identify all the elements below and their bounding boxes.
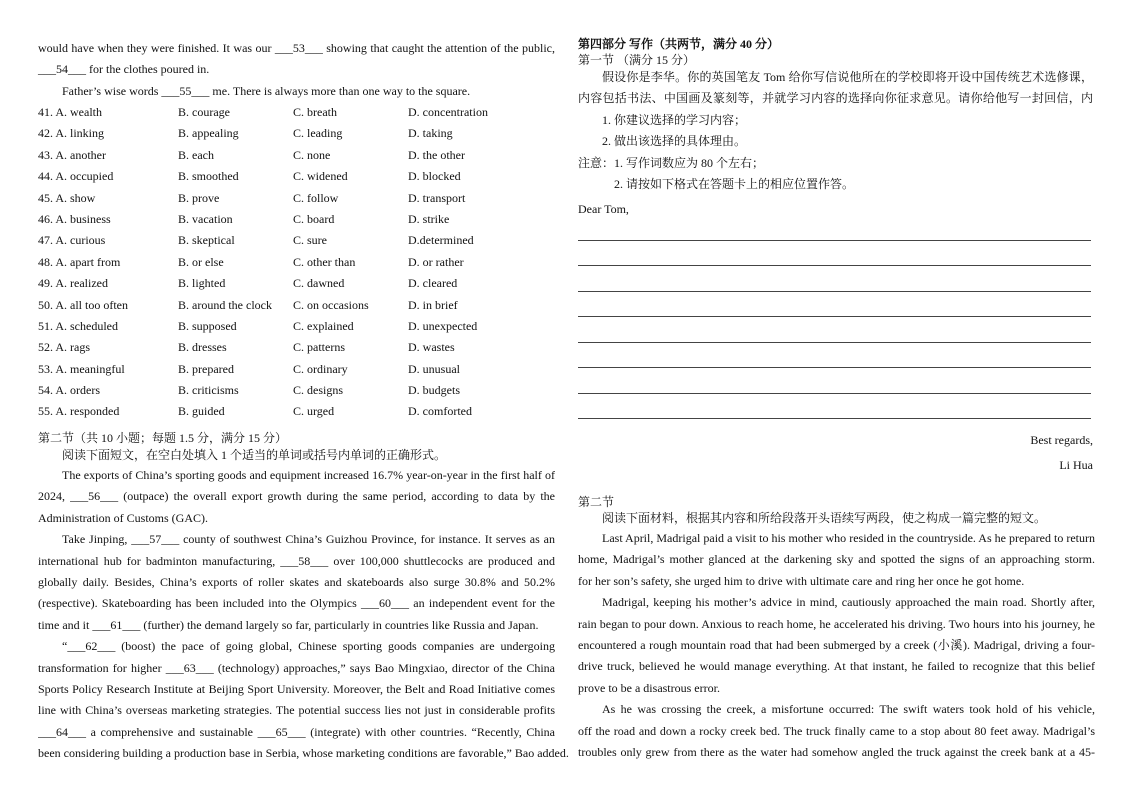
text-line: 2. 请按如下格式在答题卡上的相应位置作答。	[578, 176, 855, 191]
story-passage	[578, 528, 1095, 763]
option-a: 52. A. rags	[38, 340, 90, 355]
text-line: line with China’s overseas marketing strategies. The potential success lies not just in considerable profits	[38, 703, 555, 718]
option-a: 47. A. curious	[38, 233, 106, 248]
option-d: D. comforted	[408, 404, 472, 419]
option-row	[38, 316, 555, 337]
option-b: B. prove	[178, 190, 220, 205]
text-line: would have when they were finished. It was our ___53___ showing that caught the attention of the public,	[38, 41, 555, 55]
options-table	[38, 102, 555, 423]
option-a: 53. A. meaningful	[38, 361, 125, 376]
option-a: 42. A. linking	[38, 126, 105, 141]
option-c: C. ordinary	[293, 361, 348, 376]
text-line: ___54___ for the clothes poured in.	[38, 62, 210, 77]
option-d: D. taking	[408, 126, 453, 141]
answer-line[interactable]	[578, 368, 1091, 394]
option-d: D. transport	[408, 190, 466, 205]
option-c: C. explained	[293, 318, 354, 333]
text-line: 2. 做出该选择的具体理由。	[602, 134, 747, 149]
text-line: drive truck, believed he would manage everything. At that instant, he failed to recognize that this belief	[578, 659, 1095, 674]
answer-line[interactable]	[578, 317, 1091, 343]
option-c: C. other than	[293, 254, 356, 269]
option-c: C. sure	[293, 233, 327, 248]
text-line: “___62___ (boost) the pace of going global, Chinese sporting goods companies are undergoing	[62, 639, 555, 654]
part4-heading: 第四部分 写作（共两节，满分 40 分）	[578, 37, 780, 51]
text-line: Madrigal, keeping his mother’s advice in mind, cautiously approached the main road. Shortly after,	[602, 595, 1095, 610]
text-line: for her son’s safety, she urged him to drive with ultimate care and ring her once he got home.	[578, 573, 1025, 588]
text-line: 注意：1. 写作词数应为 80 个左右；	[578, 155, 765, 170]
option-d: D. unusual	[408, 361, 460, 376]
option-row	[38, 188, 555, 209]
option-a: 46. A. business	[38, 211, 111, 226]
answer-line[interactable]	[578, 266, 1091, 292]
option-a: 48. A. apart from	[38, 254, 121, 269]
option-c: C. on occasions	[293, 297, 369, 312]
option-b: B. dresses	[178, 340, 227, 355]
text-line: transformation for higher ___63___ (technology) approaches,” says Bao Mingxiao, director of the China	[38, 660, 555, 675]
section2-heading: 第二节（共 10 小题；每题 1.5 分，满分 15 分）	[38, 431, 288, 445]
closing: Best regards,	[1030, 433, 1093, 447]
option-d: D. wastes	[408, 340, 455, 355]
option-row	[38, 295, 555, 316]
text-line: As he was crossing the creek, a misfortune occurred: The swift waters took hold of his vehicle,	[602, 702, 1095, 717]
section1-heading: 第一节 （满分 15 分）	[578, 53, 696, 67]
text-line: home, Madrigal’s mother glanced at the darkening sky and spotted the signs of an approaching storm.	[578, 552, 1095, 567]
option-b: B. prepared	[178, 361, 234, 376]
option-c: C. dawned	[293, 276, 345, 291]
option-b: B. guided	[178, 404, 225, 419]
option-row	[38, 380, 555, 401]
option-d: D. blocked	[408, 169, 461, 184]
writing-prompt	[578, 67, 1093, 195]
option-b: B. lighted	[178, 276, 226, 291]
text-line: international hub for badminton manufacturing, ___58___ over 100,000 shuttlecocks are produced and	[38, 553, 555, 568]
option-b: B. each	[178, 147, 214, 162]
option-row	[38, 359, 555, 380]
answer-line[interactable]	[578, 343, 1091, 369]
option-row	[38, 401, 555, 422]
option-d: D. the other	[408, 147, 465, 162]
option-b: B. criticisms	[178, 383, 239, 398]
text-line: Sports Policy Research Institute at Beijing Sport University. Moreover, the Belt and Road Initiative comes	[38, 681, 555, 696]
text-line: off the road and down a rocky creek bed. The truck finally came to a stop about 80 feet away. Madrigal’s	[578, 723, 1095, 738]
option-c: C. widened	[293, 169, 348, 184]
option-c: C. none	[293, 147, 331, 162]
text-line: 假设你是李华。你的英国笔友 Tom 给你写信说他所在的学校即将开设中国传统艺术选修课，	[602, 70, 1093, 84]
option-c: C. board	[293, 211, 335, 226]
option-a: 55. A. responded	[38, 404, 120, 419]
text-line: 1. 你建议选择的学习内容；	[602, 112, 747, 127]
option-row	[38, 123, 555, 144]
option-d: D. in brief	[408, 297, 458, 312]
option-row	[38, 337, 555, 358]
option-a: 50. A. all too often	[38, 297, 128, 312]
text-line: 2024, ___56___ (outpace) the overall export growth during the same period, according to data by the	[38, 489, 555, 504]
text-line: Last April, Madrigal paid a visit to his mother who resided in the countryside. As he prepared to return	[602, 531, 1095, 545]
option-c: C. leading	[293, 126, 343, 141]
signature: Li Hua	[1059, 458, 1093, 472]
option-a: 45. A. show	[38, 190, 96, 205]
option-b: B. skeptical	[178, 233, 235, 248]
option-d: D. cleared	[408, 276, 458, 291]
option-c: C. designs	[293, 383, 344, 398]
text-line: Administration of Customs (GAC).	[38, 510, 208, 525]
text-line: Father’s wise words ___55___ me. There is always more than one way to the square.	[62, 83, 471, 98]
option-b: B. courage	[178, 105, 230, 119]
option-b: B. around the clock	[178, 297, 272, 312]
text-line: rain began to pour down. Anxious to reach home, he accelerated his driving. Two hours into his journey, he	[578, 616, 1095, 631]
answer-line[interactable]	[578, 292, 1091, 318]
option-d: D. budgets	[408, 383, 460, 398]
text-line: (respective). Skateboarding has been included into the Olympics ___60___ an independent event for the	[38, 596, 555, 611]
text-line: been considering building a production base in Serbia, whose marketing conditions are favorable,” Bao added.	[38, 746, 569, 761]
text-line: globally daily. Besides, China’s exports of roller skates and skateboards also surge 30.8% and 50.2%	[38, 574, 555, 589]
text-line: encountered a rough mountain road that had been submerged by a creek (小溪). Madrigal, driving a four-	[578, 637, 1095, 652]
option-b: B. appealing	[178, 126, 239, 141]
option-row	[38, 102, 555, 123]
section2-instruction: 阅读下面短文，在空白处填入 1 个适当的单词或括号内单词的正确形式。	[62, 448, 447, 462]
option-b: B. supposed	[178, 318, 237, 333]
answer-line[interactable]	[578, 215, 1091, 241]
option-a: 49. A. realized	[38, 276, 108, 291]
text-line: 内容包括书法、中国画及篆刻等，并就学习内容的选择向你征求意见。请你给他写一封回信，内	[578, 91, 1093, 106]
option-d: D.determined	[408, 233, 474, 248]
option-a: 41. A. wealth	[38, 105, 102, 119]
option-d: D. concentration	[408, 105, 488, 119]
option-d: D. strike	[408, 211, 450, 226]
answer-lines[interactable]	[578, 215, 1091, 419]
option-c: C. follow	[293, 190, 339, 205]
section2-heading-right: 第二节	[578, 495, 615, 509]
text-line: troubles only grew from there as the water had somehow angled the truck against the creek bank at a 45-	[578, 744, 1095, 759]
text-line: prove to be a disastrous error.	[578, 680, 720, 695]
text-line: time and it ___61___ (further) the demand largely so far, particularly in countries like Russia and Japan.	[38, 617, 539, 632]
grammar-passage	[38, 465, 569, 764]
text-line: ___64___ a comprehensive and sustainable ___65___ (integrate) with other countries. “Recently, China	[38, 724, 555, 739]
option-row	[38, 166, 555, 187]
option-a: 51. A. scheduled	[38, 318, 118, 333]
option-a: 43. A. another	[38, 147, 106, 162]
option-c: C. urged	[293, 404, 335, 419]
option-d: D. unexpected	[408, 318, 478, 333]
left-intro	[38, 38, 555, 102]
option-a: 54. A. orders	[38, 383, 100, 398]
option-d: D. or rather	[408, 254, 464, 269]
option-row	[38, 209, 555, 230]
option-b: B. smoothed	[178, 169, 239, 184]
text-line: The exports of China’s sporting goods and equipment increased 16.7% year-on-year in the first half of	[62, 468, 555, 482]
option-a: 44. A. occupied	[38, 169, 114, 184]
option-row	[38, 252, 555, 273]
answer-line[interactable]	[578, 241, 1091, 267]
option-row	[38, 230, 555, 251]
option-row	[38, 145, 555, 166]
option-row	[38, 273, 555, 294]
option-c: C. breath	[293, 105, 337, 119]
salutation: Dear Tom,	[578, 202, 629, 216]
answer-line[interactable]	[578, 394, 1091, 420]
option-c: C. patterns	[293, 340, 345, 355]
text-line: Take Jinping, ___57___ county of southwest China’s Guizhou Province, for instance. It serves as an	[62, 532, 555, 547]
option-b: B. or else	[178, 254, 224, 269]
option-b: B. vacation	[178, 211, 233, 226]
continuation-instruction: 阅读下面材料，根据其内容和所给段落开头语续写两段，使之构成一篇完整的短文。	[602, 511, 1047, 525]
